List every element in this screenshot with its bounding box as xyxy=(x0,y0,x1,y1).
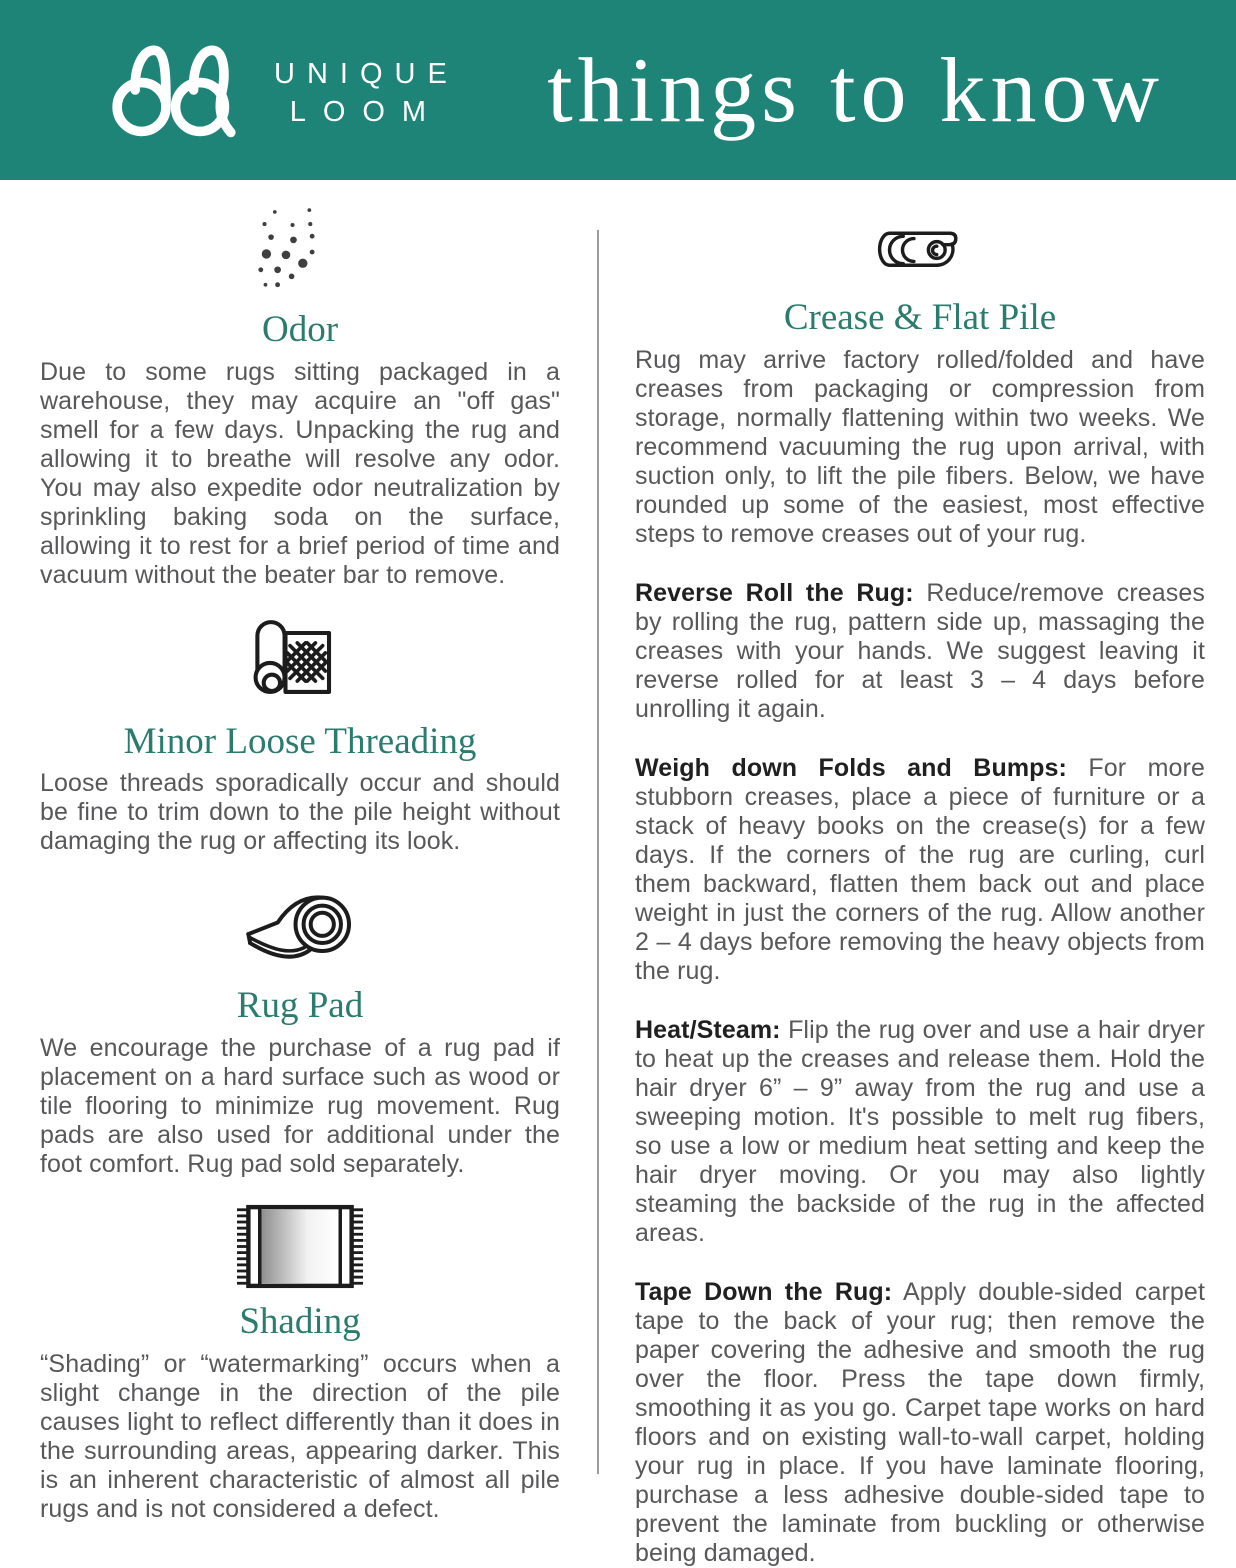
section-heading-rug-pad: Rug Pad xyxy=(236,985,364,1027)
section-body-shading: “Shading” or “watermarking” occurs when a slight change in the direction of the pile causes light to reflect differently than it does in the surrounding areas, appearing darker. This is an inherent characteristic of almost all pile rugs and is not considered a defect. xyxy=(40,1349,560,1523)
unique-loom-logo-icon xyxy=(108,39,258,141)
rug-pad-roll-icon xyxy=(233,878,367,976)
step-heat-steam-text: Flip the rug over and use a hair dryer to heat up the creases and release them. Hold the hair dryer 6” – 9” away from the rug and use a sweeping motion. It's possible to melt rug fibers, so use a low or medium heat setting and keep the hair dryer moving. Or you may also lightly steaming the backside of the rug in the affected areas. xyxy=(635,1015,1205,1247)
odor-particles-icon xyxy=(244,206,356,300)
section-intro-crease-flat-pile: Rug may arrive factory rolled/folded and have creases from packaging or compression from storage, normally flattening within two weeks. We recommend vacuuming the rug upon arrival, with suction only, to lift the pile fibers. Below, we have rounded up some of the easiest, most effective steps to remove creases out of your rug. xyxy=(635,345,1205,548)
page-title: things to know xyxy=(547,39,1164,141)
step-heat-steam-label: Heat/Steam: xyxy=(635,1015,781,1044)
section-body-odor: Due to some rugs sitting packaged in a warehouse, they may acquire an "off gas" smell for a few days. Unpacking the rug and allowing it to breathe will resolve any odor. You may also expedite odor neutralization by sprinkling baking soda on the surface, allowing it to rest for a brief period of time and vacuum without the beater bar to remove. xyxy=(40,357,560,589)
section-heading-odor: Odor xyxy=(261,309,339,350)
header-banner xyxy=(0,0,1236,180)
step-reverse-roll-label: Reverse Roll the Rug: xyxy=(635,578,914,607)
section-rug-pad xyxy=(40,878,560,1179)
rug-shading-icon xyxy=(230,1201,370,1292)
step-reverse-roll xyxy=(635,579,1205,724)
step-tape-down xyxy=(635,1278,1205,1568)
step-tape-down-text: Apply double-sided carpet tape to the back of your rug; then remove the paper covering the adhesive and smooth the rug over the floor. Press the tape down firmly, smoothing it as you go. Carpet tape works on hard floors and on existing wall-to-wall carpet, holding your rug in place. If you have laminate flooring, purchase a less adhesive double-sided tape to prevent the laminate from buckling or otherwise being damaged. xyxy=(635,1277,1205,1567)
step-weigh-down-text: For more stubborn creases, place a piece of furniture or a stack of heavy books on the crease(s) for a few days. If the corners of the rug are curling, curl them backward, flatten them back out and place weight in just the corners of the rug. Allow another 2 – 4 days before removing the heavy objects from the rug. xyxy=(635,753,1205,985)
section-odor xyxy=(40,206,560,590)
rolled-rug-side-icon xyxy=(866,218,974,282)
step-tape-down-label: Tape Down the Rug: xyxy=(635,1277,893,1306)
right-column xyxy=(597,206,1236,1567)
step-weigh-down xyxy=(635,754,1205,986)
section-minor-loose-threading xyxy=(40,612,560,857)
section-body-minor-loose-threading: Loose threads sporadically occur and should be fine to trim down to the pile height without damaging the rug or affecting its look. xyxy=(40,769,560,856)
column-divider xyxy=(597,230,599,1474)
brand-name-line1: UNIQUE xyxy=(274,57,459,90)
brand-name xyxy=(274,55,459,132)
section-heading-shading: Shading xyxy=(239,1301,361,1343)
step-weigh-down-label: Weigh down Folds and Bumps: xyxy=(635,753,1067,782)
section-body-rug-pad: We encourage the purchase of a rug pad if placement on a hard surface such as wood or tile flooring to minimize rug movement. Rug pads are also used for additional under the foot comfort. Rug pad sold separately. xyxy=(40,1034,560,1179)
step-heat-steam xyxy=(635,1016,1205,1248)
content-area xyxy=(0,180,1236,1567)
brand-name-line2: LOOM xyxy=(289,96,444,128)
section-heading-minor-loose-threading: Minor Loose Threading xyxy=(123,720,477,762)
left-column xyxy=(0,206,597,1523)
section-heading-crease-flat-pile: Crease & Flat Pile xyxy=(783,297,1057,338)
section-shading xyxy=(40,1201,560,1524)
section-crease-flat-pile xyxy=(635,218,1205,1568)
brand-logo-group xyxy=(108,39,459,141)
step-reverse-roll-text: Reduce/remove creases by rolling the rug, pattern side up, massaging the creases with your hands. We suggest leaving it reverse rolled for at least 3 – 4 days before unrolling it again. xyxy=(635,578,1206,723)
rolled-rug-corner-icon xyxy=(232,612,368,712)
